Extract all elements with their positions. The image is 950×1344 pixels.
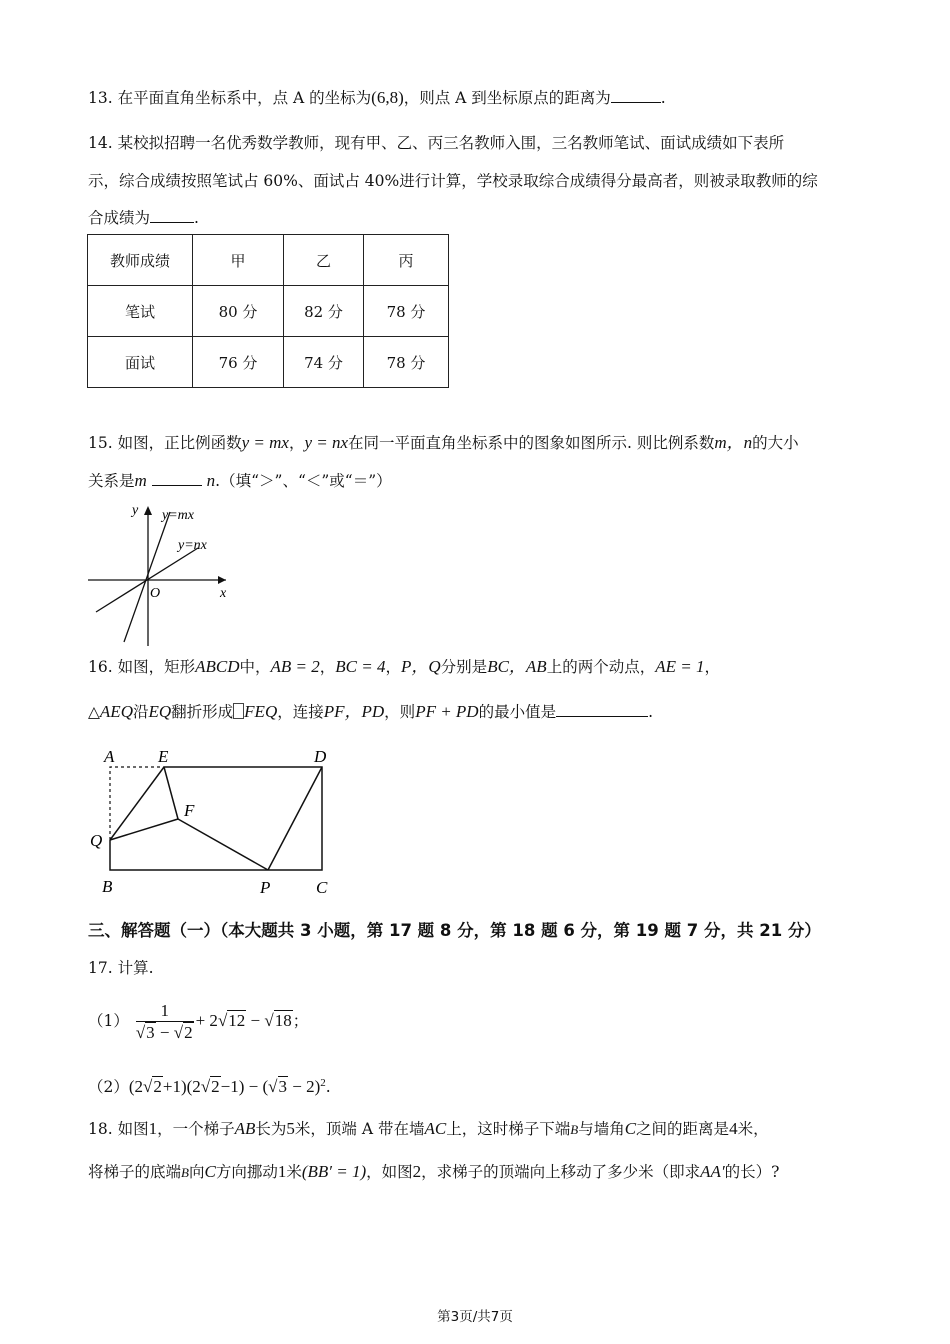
table-header-cell: 教师成绩 — [88, 235, 193, 286]
q14-number: 14. — [88, 134, 113, 152]
radicand: 2 — [184, 1022, 193, 1042]
q15-line-2 — [88, 469, 392, 492]
segment-pd — [268, 767, 322, 870]
label-b: B — [102, 877, 113, 896]
q18-text: ，求梯子的顶端向上移动了多少米（即求 — [421, 1163, 701, 1181]
label-q: Q — [90, 831, 103, 850]
q13-number: 13. — [88, 89, 113, 107]
q15-text-3: 的大小 — [752, 434, 799, 452]
q18-text: 之间的距离是 — [636, 1120, 730, 1138]
table-header-cell: 乙 — [284, 235, 364, 286]
q17-number: 17. — [88, 959, 113, 977]
segment-fe — [164, 767, 178, 819]
table-header-cell: 甲 — [193, 235, 284, 286]
q15-line-1 — [88, 432, 799, 454]
radicand: 3 — [278, 1077, 287, 1097]
triangle-symbol: △ — [88, 703, 100, 721]
q14-line-3 — [88, 206, 199, 229]
y-arrow-icon — [144, 506, 152, 515]
missing-glyph-icon — [233, 703, 244, 719]
q18-number: 18. — [88, 1120, 113, 1138]
table-cell: 80 分 — [193, 286, 284, 337]
q16-number: 16. — [88, 658, 113, 676]
q16-pf-pd: PF，PD — [323, 702, 385, 721]
q16-comma: ， — [319, 658, 336, 676]
q14-text-1: 某校拟招聘一名优秀数学教师，现有甲、乙、丙三名教师入围，三名教师笔试、面试成绩如下表所 — [117, 134, 785, 152]
x-axis-label: x — [220, 586, 227, 601]
q17-title-line — [88, 957, 154, 979]
table-cell: 78 分 — [364, 286, 449, 337]
q18-ac: AC — [424, 1119, 447, 1138]
table-cell: 笔试 — [88, 286, 193, 337]
q16-figure — [86, 742, 336, 900]
line-y-mx — [124, 512, 170, 642]
expr-part: +1)(2 — [162, 1077, 201, 1097]
segment-qe — [110, 767, 164, 840]
label-f: F — [184, 801, 195, 820]
q16-answer-blank — [556, 700, 648, 717]
q14-line-1 — [88, 132, 784, 154]
q18-text: 米，顶端 A 带在墙 — [294, 1120, 425, 1138]
q18-text: 向 — [188, 1163, 205, 1181]
q16-bc: BC = 4 — [335, 657, 386, 676]
expr-part: − 2) — [288, 1077, 321, 1097]
score-table — [87, 234, 449, 388]
q16-eq: EQ — [148, 702, 172, 721]
q16-text-6: 翻折形成 — [171, 703, 234, 721]
label-e: E — [158, 747, 169, 766]
q18-text: 的长）? — [724, 1163, 780, 1181]
table-cell: 76 分 — [193, 337, 284, 388]
q18-text: 如图 — [117, 1120, 149, 1138]
expr-part: (2 — [128, 1077, 144, 1097]
q17-part-2-end: . — [325, 1078, 331, 1097]
q15-m: m — [134, 471, 147, 490]
q18-text: ，如图 — [366, 1163, 413, 1181]
q16-text-2: 中， — [239, 658, 271, 676]
page-footer: 第3页/共7页 — [437, 1309, 513, 1325]
q18-c: C — [624, 1119, 637, 1138]
radicand: 18 — [274, 1011, 292, 1030]
q15-text-2: 在同一平面直角坐标系中的图象如图所示. 则比例系数 — [348, 434, 715, 452]
q18-text: 长为 — [255, 1120, 287, 1138]
table-row — [88, 286, 449, 337]
table-cell: 82 分 — [284, 286, 364, 337]
q16-aeq: AEQ — [99, 702, 133, 721]
q18-text: 米， — [737, 1120, 769, 1138]
q16-line-2 — [88, 700, 653, 723]
label-y-mx: y=mx — [162, 508, 194, 523]
q14-answer-blank — [150, 206, 194, 223]
q17-part-2-label: （2） — [88, 1078, 129, 1097]
figure-ref: 2 — [412, 1162, 422, 1181]
q16-ae: AE = 1 — [655, 657, 705, 676]
fraction-numerator: 1 — [136, 1001, 194, 1022]
q16-text-5: 沿 — [132, 703, 149, 721]
q18-distance: 4 — [729, 1119, 738, 1138]
radicand: 12 — [228, 1011, 246, 1030]
minus-sign: − — [155, 1022, 174, 1042]
rectangle-outline — [110, 767, 322, 870]
label-d: D — [314, 747, 327, 766]
minus-sign: − — [246, 1011, 265, 1030]
q13-text: 在平面直角坐标系中，点 A 的坐标为 — [117, 89, 372, 107]
q14-end: . — [194, 209, 199, 227]
q18-aa: AA′ — [700, 1162, 725, 1181]
segment-fp — [178, 819, 268, 870]
q15-figure — [86, 500, 236, 648]
q15-n: n — [206, 471, 216, 490]
q15-text-5: .（填“＞”、“＜”或“＝”） — [215, 472, 392, 490]
q18-b: B — [570, 1122, 579, 1137]
table-header-row — [88, 235, 449, 286]
segment-qf — [110, 819, 178, 840]
q18-text: ，一个梯子 — [157, 1120, 235, 1138]
q15-answer-blank — [152, 469, 202, 486]
q16-bc-ab: BC，AB — [487, 657, 547, 676]
q17-part-2: $(2)(2√2+1)(2√2-1) - (√3 - 2)^2$. — [88, 1077, 331, 1097]
q18-ab: AB — [234, 1119, 256, 1138]
label-p: P — [260, 878, 271, 897]
q18-text: 米 — [286, 1163, 302, 1181]
q16-text-1: 如图，矩形 — [117, 658, 196, 676]
table-cell: 面试 — [88, 337, 193, 388]
q16-feq: FEQ — [244, 702, 278, 721]
section-heading: 三、解答题（一）（本大题共 3 小题，第 17 题 8 分，第 18 题 6 分，第 19 题 7 分，共 21 分） — [88, 921, 821, 940]
q15-mn: m，n — [714, 433, 753, 452]
q18-text: 上，这时梯子下端 — [446, 1120, 571, 1138]
expr-part: −1) − ( — [220, 1077, 269, 1097]
label-y-nx: y=nx — [178, 538, 207, 553]
radicand: 2 — [211, 1077, 220, 1097]
q18-move: 1 — [277, 1162, 287, 1181]
plus-term: + 2 — [195, 1011, 218, 1030]
q18-line-2 — [88, 1161, 779, 1184]
q16-comma: ， — [385, 658, 401, 676]
table-row — [88, 337, 449, 388]
fraction-denominator: √3 − √2 — [135, 1022, 193, 1042]
q16-text-9: 的最小值是 — [478, 703, 557, 721]
q16-text-8: ，则 — [384, 703, 416, 721]
q14-line-2: 示，综合成绩按照笔试占 60%、面试占 40%进行计算，学校录取综合成绩得分最高者，则被录取教师的综 — [88, 172, 818, 190]
q17-part-1-end: ； — [292, 1012, 309, 1030]
q16-abcd: ABCD — [195, 657, 240, 676]
figure-ref: 1 — [148, 1119, 158, 1138]
q15-text-1: 如图，正比例函数 — [117, 434, 242, 452]
table-cell: 78 分 — [364, 337, 449, 388]
q16-sum: PF + PD — [415, 702, 479, 721]
q16-end: . — [648, 703, 654, 721]
q18-bb: (BB′ = 1) — [301, 1162, 367, 1181]
origin-label: O — [150, 586, 161, 601]
q16-text-7: ，连接 — [277, 703, 324, 721]
q13-coord: (6,8) — [371, 88, 404, 107]
radicand: 3 — [146, 1022, 155, 1042]
question-13 — [88, 86, 666, 109]
q13-text-2: ，则点 A 到坐标原点的距离为 — [403, 89, 611, 107]
q16-ab: AB = 2 — [270, 657, 320, 676]
label-a: A — [104, 747, 115, 766]
q13-end: . — [660, 89, 666, 107]
q18-c: C — [204, 1162, 216, 1181]
q18-length: 5 — [286, 1119, 295, 1138]
q15-func-m: y = mx — [241, 433, 289, 452]
q16-text-3: 分别是 — [440, 658, 488, 676]
fraction — [136, 1001, 194, 1044]
q17-part-1: （1） $\frac{1}{√3 - √2}$ + 2√12 − √18； — [88, 1000, 309, 1042]
q14-text-3: 合成绩为 — [88, 209, 151, 227]
q15-func-n: y = nx — [304, 433, 349, 452]
radicand: 2 — [153, 1077, 162, 1097]
q18-line-1 — [88, 1118, 769, 1141]
table-header-cell: 丙 — [364, 235, 449, 286]
q16-comma: ， — [704, 658, 720, 676]
q16-line-1 — [88, 656, 720, 678]
q18-b: B — [181, 1165, 189, 1180]
q15-text-4: 关系是 — [88, 472, 135, 490]
q17-part-1-label: （1） — [88, 1012, 129, 1030]
q15-sep: ， — [288, 434, 305, 452]
y-axis-label: y — [132, 503, 139, 518]
exponent: 2 — [320, 1077, 326, 1089]
q13-answer-blank — [611, 86, 661, 103]
q18-text: 方向挪动 — [215, 1163, 278, 1181]
q16-text-4: 上的两个动点， — [546, 658, 656, 676]
q17-title: 计算. — [117, 959, 154, 977]
q18-text: 与墙角 — [578, 1120, 625, 1138]
table-cell: 74 分 — [284, 337, 364, 388]
x-arrow-icon — [218, 576, 226, 584]
label-c: C — [316, 878, 328, 897]
q16-pq: P，Q — [401, 657, 441, 676]
q18-text: 将梯子的底端 — [88, 1163, 182, 1181]
q15-number: 15. — [88, 434, 113, 452]
